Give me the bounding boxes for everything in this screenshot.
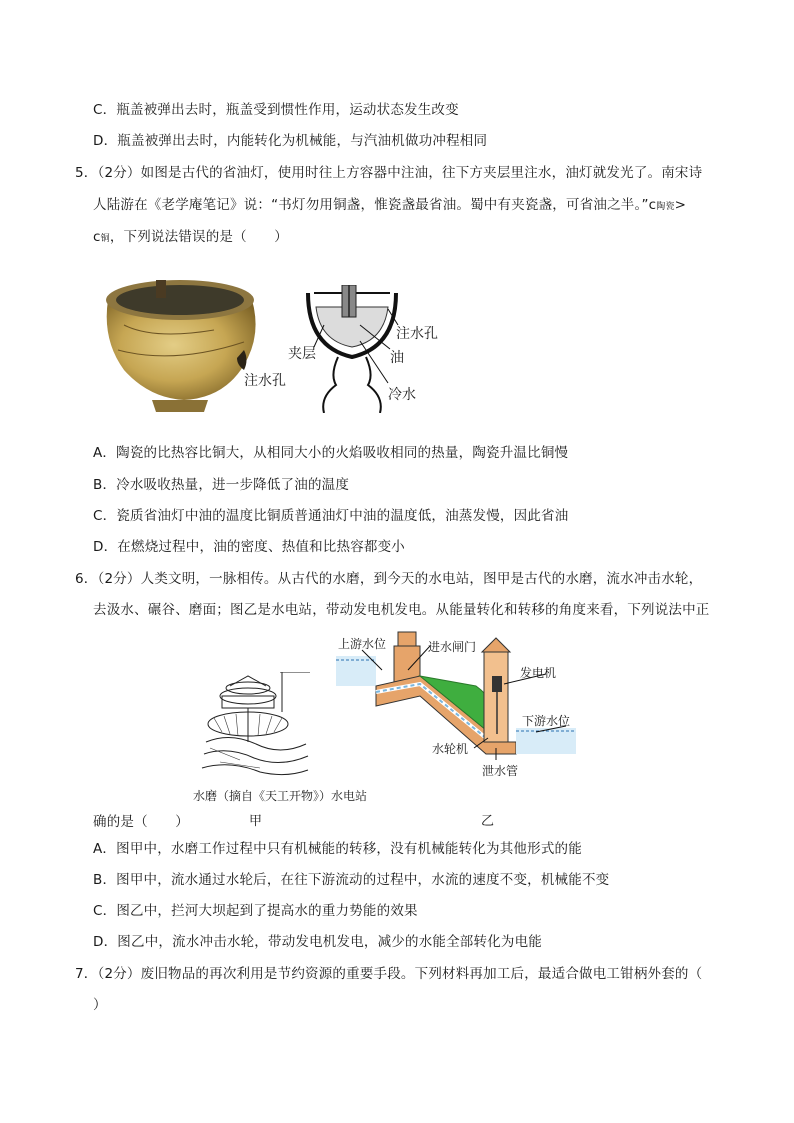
q6-option-d: D．图乙中，流水冲击水轮，带动发电机发电，减少的水能全部转化为电能 [93,934,542,950]
q5-option-b: B．冷水吸收热量，进一步降低了油的温度 [93,477,350,493]
q5-stem-line3 [93,227,288,249]
water-mill-svg [200,672,310,778]
photo-hole-label: 注水孔 [244,373,286,389]
c-symbol-2: c [93,229,101,245]
q7-stem-line2: ） [93,997,107,1013]
drain-pipe-label: 泄水管 [482,764,519,778]
oil-lamp-diagram [290,285,450,413]
q5-option-c: C．瓷质省油灯中油的温度比铜质普通油灯中油的温度低，油蒸发慢，因此省油 [93,508,569,524]
q5-stem-line2 [93,195,686,217]
oil-label: 油 [390,350,404,366]
hole-label: 注水孔 [396,326,438,342]
q6-option-a: A．图甲中，水磨工作过程中只有机械能的转移，没有机械能转化为其他形式的能 [93,841,582,857]
q6-option-c: C．图乙中，拦河大坝起到了提高水的重力势能的效果 [93,903,418,919]
water-mill-illustration [200,672,310,778]
q7-stem-line1: 7．（2分）废旧物品的再次利用是节约资源的重要手段。下列材料再加工后，最适合做电工钳柄外套的（ [75,966,703,982]
c-ceramic [649,197,675,213]
hydro-station-diagram [336,630,586,780]
subscript-ceramic: 陶瓷 [656,202,675,212]
q6-option-b: B．图甲中，流水通过水轮后，在往下游流动的过程中，水流的速度不变，机械能不变 [93,872,610,888]
subscript-copper: 铜 [100,234,110,244]
oil-lamp-photo-svg [94,270,264,415]
q4-option-d: D．瓶盖被弹出去时，内能转化为机械能，与汽油机做功冲程相同 [93,133,488,149]
q6-stem-line2: 去汲水、碾谷、磨面；图乙是水电站，带动发电机发电。从能量转化和转移的角度来看，下列说法中正 [93,602,710,618]
q5-option-a: A．陶瓷的比热容比铜大，从相同大小的火焰吸收相同的热量，陶瓷升温比铜慢 [93,445,569,461]
downstream-label: 下游水位 [522,714,571,728]
q5-stem-text: 人陆游在《老学庵笔记》说：“书灯勿用铜盏，惟瓷盏最省油。蜀中有夹瓷盏，可省油之半。” [93,197,649,213]
figure-jia-label: 甲 [249,814,263,829]
generator-label: 发电机 [520,666,557,680]
intake-gate-label: 进水闸门 [428,640,477,654]
q5-stem-line1: 5．（2分）如图是古代的省油灯，使用时往上方容器中注油，往下方夹层里注水，油灯就发光了。南宋诗 [75,165,703,181]
oil-lamp-photo [94,270,286,415]
q5-option-d: D．在燃烧过程中，油的密度、热值和比热容都变小 [93,539,405,555]
c-symbol: c [648,197,657,213]
figure-caption: 水磨（摘自《天工开物》）水电站 [193,789,368,803]
turbine-label: 水轮机 [432,742,469,756]
q6-stem-line3: 确的是（ ） [93,814,189,830]
q5-stem-rest: ，下列说法错误的是（ ） [109,229,288,245]
upstream-label: 上游水位 [338,637,387,651]
figure-yi-label: 乙 [481,814,495,829]
greater-than: > [674,197,687,213]
q4-option-c: C．瓶盖被弹出去时，瓶盖受到惯性作用，运动状态发生改变 [93,102,459,118]
cold-water-label: 冷水 [388,387,416,403]
q6-stem-line1: 6．（2分）人类文明，一脉相传。从古代的水磨，到今天的水电站，图甲是古代的水磨，流水冲击水轮， [75,571,703,587]
layer-label: 夹层 [288,346,316,362]
